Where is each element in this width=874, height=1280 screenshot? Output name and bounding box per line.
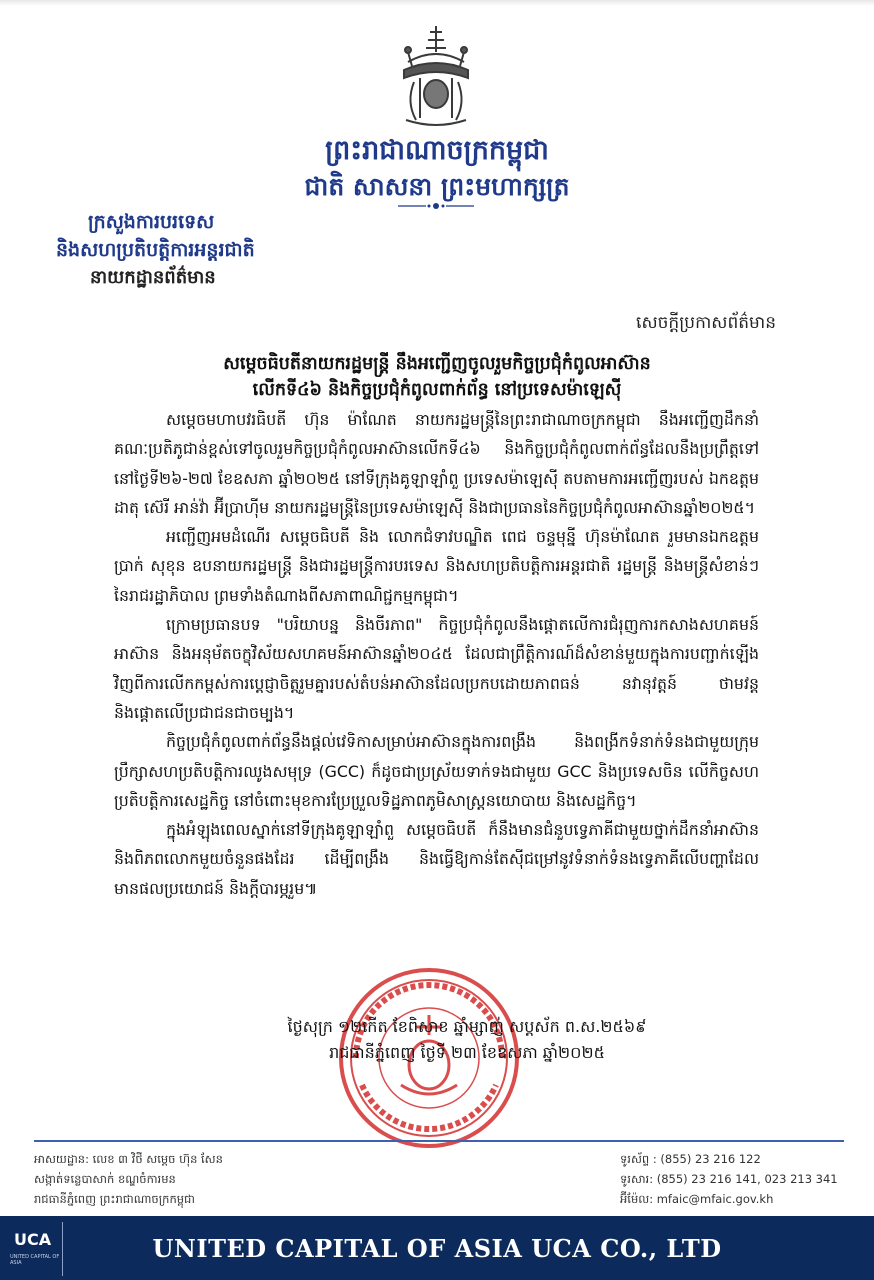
company-banner	[0, 1216, 874, 1280]
date-solar: រាជធានីភ្នំពេញ ថ្ងៃទី ២៣ ខែឧសភា ឆ្នាំ២០២៥	[329, 1043, 605, 1062]
ornament-divider-icon	[396, 201, 476, 211]
department-name: នាយកដ្ឋានព័ត៌មាន	[90, 267, 216, 288]
paragraph: ក្រោមប្រធានបទ "បរិយាបន្ន និងចីរភាព" កិច្ចប្រជុំកំពូលនឹងផ្តោតលើការជំរុញការកសាងសហគមន៍អាស៊ាន និងអនុម័តចក្ខុវិស័យសហគមន៍អាស៊ានឆ្នាំ២០៤៥ ដែលជាព្រឹត្តិការណ៍ដ៏សំខាន់មួយក្នុងការបញ្ជាក់ឡើងវិញពីការលើកកម្ពស់ការប្តេជ្ញាចិត្តរួមគ្នារបស់តំបន់អាស៊ានដែលប្រកបដោយភាពធន់ នវានុវត្តន៍ ថាមវន្ត និងផ្តោតលើប្រជាជនជាចម្បង។	[114, 615, 759, 722]
royal-emblem-icon	[386, 22, 486, 130]
kingdom-name: ព្រះរាជាណាចក្រកម្ពុជា	[325, 135, 549, 166]
paragraph: ក្នុងអំឡុងពេលស្នាក់នៅទីក្រុងគូឡាឡាំពួ សម្តេចធិបតី ក៏នឹងមានជំនួបទ្វេភាគីជាមួយថ្នាក់ដឹកនាំអាស៊ាន និងពិភពលោកមួយចំនួនផងដែរ ដើម្បីពង្រឹង និងធ្វើឱ្យកាន់តែស៊ីជម្រៅនូវទំនាក់ទំនងទ្វេភាគីលើបញ្ហាដែលមានផលប្រយោជន៍ និងក្តីបារម្ភរួម៕	[114, 820, 759, 898]
footer-email[interactable]: អ៊ីម៉ែល: mfaic@mfaic.gov.kh	[620, 1192, 774, 1206]
date-lunar: ថ្ងៃសុក្រ ១២កើត ខែពិសាខ ឆ្នាំម្សាញ់ សប្តស័ក ព.ស.២៥៦៩	[287, 1017, 647, 1036]
logo-text: UCA	[14, 1230, 52, 1249]
paragraph: កិច្ចប្រជុំកំពូលពាក់ព័ន្ធនឹងផ្តល់វេទិកាសម្រាប់អាស៊ានក្នុងការពង្រឹង និងពង្រីកទំនាក់ទំនងជាមួយក្រុមប្រឹក្សាសហប្រតិបត្តិការឈូងសមុទ្រ (GCC) ក៏ដូចជាប្រស្រ័យទាក់ទងជាមួយ GCC និងប្រទេសចិន លើកិច្ចសហប្រតិបត្តិការសេដ្ឋកិច្ច នៅចំពោះមុខការប្រែប្រួលទិដ្ឋភាពភូមិសាស្ត្រនយោបាយ និងសេដ្ឋកិច្ច។	[114, 732, 759, 810]
document-body	[114, 405, 759, 903]
footer-address-line2: សង្កាត់ទន្លេបាសាក់ ខណ្ឌចំការមន	[34, 1172, 176, 1186]
footer-fax: ទូរសារ: (855) 23 216 141, 023 213 341	[620, 1172, 838, 1186]
footer-phone: ទូរស័ព្ទ : (855) 23 216 122	[620, 1152, 761, 1166]
logo-subtext: UNITED CAPITAL OF ASIA	[10, 1254, 60, 1266]
footer-divider	[34, 1140, 844, 1142]
footer-address-line1: អាសយដ្ឋាន: លេខ ៣ វិថី សម្តេច ហ៊ុន សែន	[34, 1152, 223, 1166]
ministry-name-line2: និងសហប្រតិបត្តិការអន្តរជាតិ	[56, 239, 255, 261]
top-edge	[0, 0, 874, 6]
national-motto: ជាតិ សាសនា ព្រះមហាក្សត្រ	[304, 172, 570, 201]
paragraph: អញ្ជើញអមដំណើរ សម្តេចធិបតី និង លោកជំទាវបណ្ឌិត ពេជ ចន្ទមុន្នី ហ៊ុនម៉ាណែត រួមមានឯកឧត្តម ប្រាក់ សុខុន ឧបនាយករដ្ឋមន្ត្រី និងជារដ្ឋមន្ត្រីការបរទេស និងសហប្រតិបត្តិការអន្តរជាតិ រដ្ឋមន្ត្រី និងមន្ត្រីសំខាន់ៗនៃរាជរដ្ឋាភិបាល ព្រមទាំងតំណាងពីសភាពាណិជ្ជកម្មកម្ពុជា។	[114, 527, 759, 605]
paragraph: សម្តេចមហាបវរធិបតី ហ៊ុន ម៉ាណែត នាយករដ្ឋមន្ត្រីនៃព្រះរាជាណាចក្រកម្ពុជា នឹងអញ្ជើញដឹកនាំគណៈប្រតិភូជាន់ខ្ពស់ទៅចូលរួមកិច្ចប្រជុំកំពូលអាស៊ានលើកទី៤៦ និងកិច្ចប្រជុំកំពូលពាក់ព័ន្ធដែលនឹងប្រព្រឹត្តទៅនៅថ្ងៃទី២៦-២៧ ខែឧសភា ឆ្នាំ២០២៥ នៅទីក្រុងគូឡាឡាំពួ ប្រទេសម៉ាឡេស៊ី តបតាមការអញ្ជើញរបស់ ឯកឧត្តម ដាតុ ស៊េរី អាន់វ៉ា អ៊ីប្រាហ៊ីម នាយករដ្ឋមន្ត្រីនៃប្រទេសម៉ាឡេស៊ី និងជាប្រធាននៃកិច្ចប្រជុំកំពូលអាស៊ានឆ្នាំ២០២៥។	[114, 410, 759, 517]
company-name: UNITED CAPITAL OF ASIA UCA CO., LTD	[152, 1234, 722, 1263]
ministry-name-line1: ក្រសួងការបរទេស	[88, 211, 215, 233]
footer-address-line3: រាជធានីភ្នំពេញ ព្រះរាជាណាចក្រកម្ពុជា	[34, 1192, 195, 1206]
uca-logo	[4, 1222, 63, 1276]
title-line2: លើកទី៤៦ និងកិច្ចប្រជុំកំពូលពាក់ព័ន្ធ នៅប្រទេសម៉ាឡេស៊ី	[252, 380, 622, 400]
document-type: សេចក្តីប្រកាសព័ត៌មាន	[636, 313, 776, 333]
title-line1: សម្តេចធិបតីនាយករដ្ឋមន្ត្រី នឹងអញ្ជើញចូលរួមកិច្ចប្រជុំកំពូលអាស៊ាន	[223, 354, 651, 374]
